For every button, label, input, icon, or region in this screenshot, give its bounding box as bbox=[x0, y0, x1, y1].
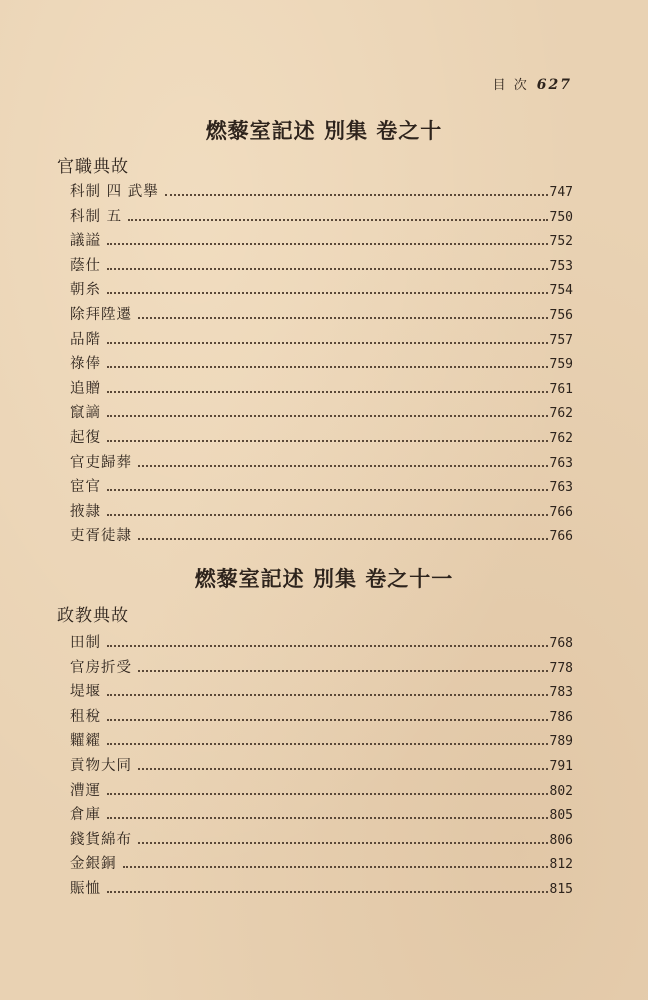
toc-entry[interactable] bbox=[70, 705, 573, 730]
toc-entry-page-number: 786 bbox=[549, 709, 573, 725]
dot-leader bbox=[138, 768, 548, 770]
toc-entry-title: 田制 bbox=[70, 635, 101, 651]
running-head-label: 目 次 bbox=[492, 78, 529, 93]
toc-entry[interactable] bbox=[70, 426, 573, 451]
dot-leader bbox=[107, 514, 548, 516]
toc-entry[interactable] bbox=[70, 180, 573, 205]
running-head bbox=[493, 74, 572, 93]
toc-entry-title: 貢物大同 bbox=[70, 757, 132, 774]
toc-list bbox=[70, 631, 573, 902]
dot-leader bbox=[107, 440, 548, 442]
dot-leader bbox=[107, 489, 548, 491]
toc-entry-title: 朝糸 bbox=[70, 282, 101, 299]
dot-leader bbox=[107, 793, 548, 795]
toc-entry-title: 糶糴 bbox=[70, 733, 101, 750]
toc-entry-page-number: 806 bbox=[549, 832, 573, 848]
dot-leader bbox=[107, 415, 548, 417]
toc-entry-title: 竄謫 bbox=[70, 405, 101, 422]
toc-entry-title: 金銀銅 bbox=[70, 856, 117, 873]
toc-entry-page-number: 754 bbox=[549, 283, 573, 299]
toc-entry[interactable] bbox=[70, 278, 573, 303]
dot-leader bbox=[107, 342, 548, 344]
toc-entry-page-number: 789 bbox=[549, 734, 573, 750]
dot-leader bbox=[138, 465, 548, 467]
toc-entry-page-number: 783 bbox=[549, 685, 573, 701]
page-number: 627 bbox=[536, 77, 572, 93]
dot-leader bbox=[138, 670, 548, 672]
toc-entry-page-number: 766 bbox=[549, 504, 573, 520]
toc-entry-title: 倉庫 bbox=[70, 807, 101, 824]
dot-leader bbox=[107, 719, 548, 721]
dot-leader bbox=[138, 538, 548, 540]
dot-leader bbox=[107, 366, 548, 368]
toc-entry[interactable] bbox=[70, 680, 573, 705]
toc-entry-title: 宦官 bbox=[70, 479, 101, 496]
toc-entry[interactable] bbox=[70, 803, 573, 828]
toc-entry-page-number: 766 bbox=[549, 529, 573, 545]
toc-entry-page-number: 761 bbox=[549, 381, 573, 397]
toc-entry-page-number: 778 bbox=[549, 660, 573, 676]
toc-entry[interactable] bbox=[70, 377, 573, 402]
dot-leader bbox=[107, 743, 548, 745]
toc-entry-page-number: 747 bbox=[549, 185, 573, 200]
category-heading: 政教典故 bbox=[57, 606, 129, 626]
toc-entry[interactable] bbox=[70, 328, 573, 353]
toc-entry-page-number: 763 bbox=[549, 455, 573, 471]
dot-leader bbox=[107, 694, 548, 696]
toc-entry-page-number: 762 bbox=[549, 406, 573, 422]
toc-entry-title: 品階 bbox=[70, 331, 101, 348]
toc-entry[interactable] bbox=[70, 451, 573, 476]
toc-entry-page-number: 762 bbox=[549, 430, 573, 446]
toc-entry[interactable] bbox=[70, 631, 573, 656]
dot-leader bbox=[165, 194, 548, 196]
toc-entry-title: 追贈 bbox=[70, 380, 101, 397]
toc-entry[interactable] bbox=[70, 779, 573, 804]
dot-leader bbox=[107, 817, 548, 819]
toc-entry-page-number: 753 bbox=[549, 258, 573, 274]
toc-entry-page-number: 768 bbox=[549, 636, 573, 651]
toc-entry-title: 掖隷 bbox=[70, 503, 101, 520]
toc-entry[interactable] bbox=[70, 229, 573, 254]
toc-entry-title: 漕運 bbox=[70, 782, 101, 799]
toc-entry-page-number: 802 bbox=[549, 783, 573, 799]
dot-leader bbox=[107, 268, 548, 270]
toc-entry-page-number: 756 bbox=[549, 307, 573, 323]
toc-entry-title: 起復 bbox=[70, 429, 101, 446]
toc-entry-page-number: 759 bbox=[549, 357, 573, 373]
toc-entry-title: 官房折受 bbox=[70, 659, 132, 676]
toc-list bbox=[70, 180, 573, 549]
dot-leader bbox=[107, 292, 548, 294]
toc-entry[interactable] bbox=[70, 352, 573, 377]
toc-entry-page-number: 791 bbox=[549, 758, 573, 774]
toc-entry[interactable] bbox=[70, 475, 573, 500]
dot-leader bbox=[107, 891, 548, 893]
toc-entry[interactable] bbox=[70, 877, 573, 902]
toc-entry-page-number: 752 bbox=[549, 234, 573, 250]
toc-entry[interactable] bbox=[70, 729, 573, 754]
toc-entry-page-number: 750 bbox=[549, 209, 573, 225]
dot-leader bbox=[128, 219, 547, 221]
toc-entry-page-number: 812 bbox=[549, 857, 573, 873]
toc-entry[interactable] bbox=[70, 401, 573, 426]
toc-entry-title: 科制 四 武擧 bbox=[70, 184, 159, 200]
toc-entry-title: 租稅 bbox=[70, 708, 101, 725]
toc-entry-title: 祿俸 bbox=[70, 356, 101, 373]
chapter-title: 燃藜室記述 別集 卷之十 bbox=[205, 118, 443, 143]
toc-entry-title: 錢貨綿布 bbox=[70, 831, 132, 848]
category-heading: 官職典故 bbox=[57, 157, 129, 177]
toc-entry-title: 議謚 bbox=[70, 233, 101, 250]
toc-entry-title: 蔭仕 bbox=[70, 257, 101, 274]
toc-entry[interactable] bbox=[70, 205, 573, 230]
toc-entry-page-number: 763 bbox=[549, 480, 573, 496]
dot-leader bbox=[138, 842, 548, 844]
toc-entry[interactable] bbox=[70, 254, 573, 279]
toc-entry-title: 吏胥徒隷 bbox=[70, 528, 132, 545]
toc-entry-title: 官吏歸葬 bbox=[70, 454, 132, 471]
toc-entry[interactable] bbox=[70, 754, 573, 779]
toc-entry-title: 堤堰 bbox=[70, 684, 101, 701]
toc-entry[interactable] bbox=[70, 524, 573, 549]
dot-leader bbox=[138, 317, 548, 319]
toc-entry[interactable] bbox=[70, 500, 573, 525]
toc-entry[interactable] bbox=[70, 656, 573, 681]
toc-entry[interactable] bbox=[70, 303, 573, 328]
dot-leader bbox=[107, 645, 548, 647]
toc-entry-page-number: 805 bbox=[549, 808, 573, 824]
chapter-title: 燃藜室記述 別集 卷之十一 bbox=[194, 566, 454, 591]
toc-entry[interactable] bbox=[70, 852, 573, 877]
dot-leader bbox=[107, 391, 548, 393]
toc-entry-title: 科制 五 bbox=[70, 208, 123, 225]
toc-entry-title: 除拜陞遷 bbox=[70, 306, 132, 323]
toc-entry-page-number: 757 bbox=[549, 332, 573, 348]
dot-leader bbox=[123, 866, 548, 868]
dot-leader bbox=[107, 243, 548, 245]
toc-entry-title: 賑恤 bbox=[70, 880, 101, 897]
toc-entry-page-number: 815 bbox=[549, 881, 573, 897]
toc-entry[interactable] bbox=[70, 828, 573, 853]
